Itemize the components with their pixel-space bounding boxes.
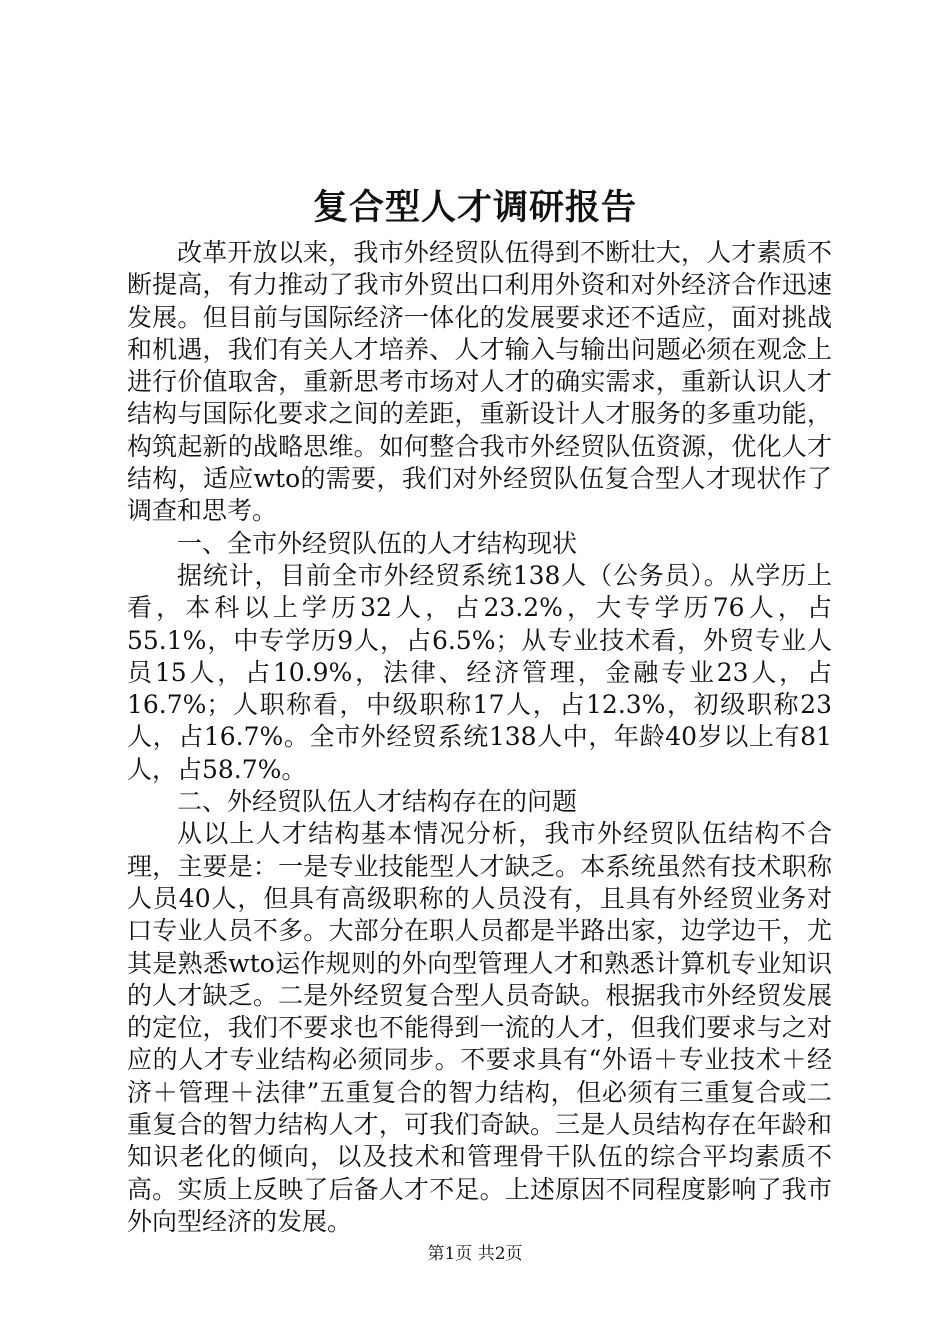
intro-paragraph: 改革开放以来，我市外经贸队伍得到不断壮大，人才素质不断提高，有力推动了我市外贸出口利用外资和对外经济合作迅速发展。但目前与国际经济一体化的发展要求还不适应，面对挑战和机遇，我们有关人才培养、人才输入与输出问题必须在观念上进行价值取舍，重新思考市场对人才的确实需求，重新认识人才结构与国际化要求之间的差距，重新设计人才服务的多重功能，构筑起新的战略思维。如何整合我市外经贸队伍资源，优化人才结构，适应wto的需要，我们对外经贸队伍复合型人才现状作了调查和思考。 — [127, 238, 832, 526]
document-title: 复合型人才调研报告 — [312, 187, 637, 228]
page-number-footer: 第1页 共2页 — [427, 1244, 523, 1264]
section-1-paragraph: 据统计，目前全市外经贸系统138人（公务员）。从学历上看，本科以上学历32人，占23.2%，大专学历76人，占55.1%，中专学历9人，占6.5%；从专业技术看，外贸专业人员15人，占10.9%，法律、经济管理，金融专业23人，占16.7%；人职称看，中级职称17人，占12.3%，初级职称23人，占16.7%。全市外经贸系统138人中，年龄40岁以上有81人，占58.7%。 — [127, 560, 832, 784]
section-1-heading: 一、全市外经贸队伍的人才结构现状 — [177, 528, 578, 558]
document-body — [127, 237, 832, 1238]
section-2-heading: 二、外经贸队伍人才结构存在的问题 — [177, 787, 578, 817]
section-2-paragraph: 从以上人才结构基本情况分析，我市外经贸队伍结构不合理，主要是：一是专业技能型人才缺乏。本系统虽然有技术职称人员40人，但具有高级职称的人员没有，且具有外经贸业务对口专业人员不多。大部分在职人员都是半路出家，边学边干，尤其是熟悉wto运作规则的外向型管理人才和熟悉计算机专业知识的人才缺乏。二是外经贸复合型人员奇缺。根据我市外经贸发展的定位，我们不要求也不能得到一流的人才，但我们要求与之对应的人才专业结构必须同步。不要求具有“外语＋专业技术＋经济＋管理＋法律”五重复合的智力结构，但必须有三重复合或二重复合的智力结构人才，可我们奇缺。三是人员结构存在年龄和知识老化的倾向，以及技术和管理骨干队伍的综合平均素质不高。实质上反映了后备人才不足。上述原因不同程度影响了我市外向型经济的发展。 — [127, 819, 832, 1236]
